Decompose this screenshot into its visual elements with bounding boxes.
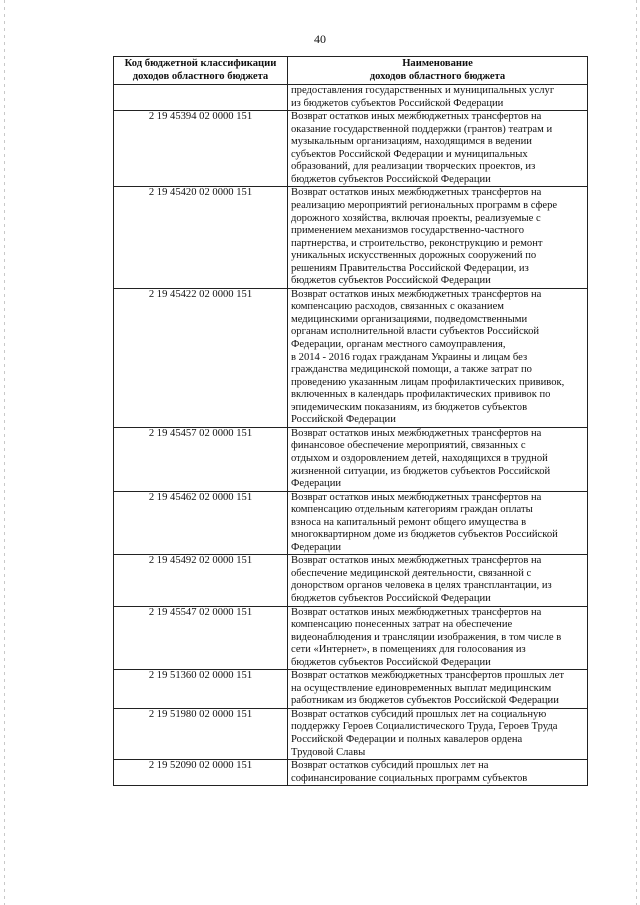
table-header-row [114,57,588,85]
classification-code-cell: 2 19 45547 02 0000 151 [114,606,288,670]
income-name-cell [288,111,588,187]
income-name-line: решениям Правительства Российской Федерации, из [291,262,529,274]
table-row [114,491,588,555]
income-name-line: компенсацию расходов, связанных с оказанием [291,301,505,313]
income-name-line: Возврат остатков иных межбюджетных трансфертов на [291,555,542,567]
income-name-line: Федерации [291,541,342,553]
header-name-line: доходов областного бюджета [369,70,506,82]
income-name-line: Возврат остатков иных межбюджетных трансфертов на [291,288,542,300]
table-row [114,555,588,606]
table-row [114,606,588,670]
income-name-line: сети «Интернет», в помещениях для голосования из [291,644,526,656]
income-name-line: Возврат остатков иных межбюджетных трансфертов на [291,427,542,439]
income-name-cell [288,606,588,670]
classification-code-cell: 2 19 45394 02 0000 151 [114,111,288,187]
header-name [288,57,588,85]
header-code [114,57,288,85]
income-name-cell [288,288,588,427]
income-name-cell [288,760,588,786]
income-name-cell [288,555,588,606]
income-name-line: предоставления государственных и муниципальных услуг [291,85,555,97]
income-name-line: бюджетов субъектов Российской Федерации [291,275,491,287]
income-name-line: Возврат остатков иных межбюджетных трансфертов на [291,491,542,503]
income-name-line: компенсацию понесенных затрат на обеспечение [291,619,513,631]
income-name-cell [288,491,588,555]
income-name-line: Российской Федерации и полных кавалеров ордена [291,733,523,745]
classification-code-cell: 2 19 45422 02 0000 151 [114,288,288,427]
income-name-line: жизненной ситуации, из бюджетов субъектов Российской [291,465,551,477]
income-name-line: из бюджетов субъектов Российской Федерации [291,97,504,109]
table-row [114,708,588,759]
income-name-line: проведению указанным лицам профилактических прививок, [291,376,565,388]
income-name-line: отдыхом и оздоровлением детей, находящихся в трудной [291,452,548,464]
income-name-line: применением механизмов государственно-частного [291,225,525,237]
budget-classification-table [113,56,588,786]
income-name-line: Возврат остатков иных межбюджетных трансфертов на [291,111,542,123]
table-row [114,427,588,491]
income-name-line: многоквартирном доме из бюджетов субъектов Российской [291,529,558,541]
income-name-line: Возврат остатков межбюджетных трансфертов прошлых лет [291,670,564,682]
income-name-line: Возврат остатков субсидий прошлых лет на [291,760,489,772]
income-name-line: взноса на капитальный ремонт общего имущества в [291,516,527,528]
page-number: 40 [314,32,326,46]
income-name-line: обеспечение медицинской деятельности, связанной с [291,567,532,579]
table-row [114,288,588,427]
income-name-line: реализацию мероприятий региональных программ в сфере [291,200,558,212]
income-name-line: уникальных искусственных дорожных сооружений по [291,250,537,262]
income-name-line: образований, для реализации творческих проектов, из [291,161,536,173]
income-name-cell [288,670,588,709]
income-name-line: Возврат остатков иных межбюджетных трансфертов на [291,187,542,199]
income-name-line: работникам из бюджетов субъектов Российской Федерации [291,695,559,707]
income-name-cell [288,427,588,491]
classification-code-cell: 2 19 51360 02 0000 151 [114,670,288,709]
table-row [114,760,588,786]
income-name-cell [288,708,588,759]
income-name-line: субъектов Российской Федерации и муниципальных [291,148,528,160]
income-name-line: Федерации, органам местного самоуправления, [291,339,506,351]
income-name-cell [288,187,588,288]
income-name-line: включенных в календарь профилактических прививок по [291,389,551,401]
income-name-line: поддержку Героев Социалистического Труда, Героев Труда [291,721,558,733]
classification-code-cell: 2 19 52090 02 0000 151 [114,760,288,786]
income-name-line: финансовое обеспечение мероприятий, связанных с [291,440,526,452]
income-name-line: компенсацию отдельным категориям граждан оплаты [291,504,533,516]
header-code-line: Код бюджетной классификации [124,58,277,69]
income-name-line: на осуществление единовременных выплат медицинским [291,682,552,694]
income-name-line: партнерства, и строительство, реконструкцию и ремонт [291,237,543,249]
header-name-line: Наименование [402,58,473,69]
classification-code-cell [114,85,288,111]
table-row [114,187,588,288]
income-name-line: бюджетов субъектов Российской Федерации [291,173,491,185]
income-name-line: Трудовой Славы [291,746,366,758]
scan-edge-left [4,0,5,905]
income-name-line: Федерации [291,478,342,490]
income-name-line: видеонаблюдения и трансляции изображения, в том числе в [291,631,562,643]
income-name-line: бюджетов субъектов Российской Федерации [291,656,491,668]
classification-code-cell: 2 19 45462 02 0000 151 [114,491,288,555]
income-name-line: в 2014 - 2016 годах гражданам Украины и лицам без [291,351,528,363]
income-name-line: софинансирование социальных программ субъектов [291,772,528,784]
income-name-line: Возврат остатков иных межбюджетных трансфертов на [291,606,542,618]
scan-edge-right [636,0,637,905]
classification-code-cell: 2 19 51980 02 0000 151 [114,708,288,759]
income-name-line: эпидемическим показаниям, из бюджетов субъектов [291,401,528,413]
income-name-line: Российской Федерации [291,414,396,426]
income-name-line: Возврат остатков субсидий прошлых лет на социальную [291,708,547,720]
table-body [114,85,588,786]
income-name-line: медицинскими организациями, подведомственными [291,313,528,325]
table-row [114,670,588,709]
table-row [114,111,588,187]
header-code-line: доходов областного бюджета [132,70,269,82]
income-name-line: гражданства медицинской помощи, а также затрат по [291,364,532,376]
income-name-line: донорством органов человека в целях трансплантации, из [291,580,552,592]
table-row [114,85,588,111]
income-name-cell [288,85,588,111]
income-name-line: бюджетов субъектов Российской Федерации [291,592,491,604]
classification-code-cell: 2 19 45420 02 0000 151 [114,187,288,288]
classification-code-cell: 2 19 45492 02 0000 151 [114,555,288,606]
income-name-line: дорожного хозяйства, включая проекты, реализуемые с [291,212,541,224]
income-name-line: оказание государственной поддержки (грантов) театрам и [291,123,553,135]
income-name-line: органам исполнительной власти субъектов Российской [291,326,540,338]
income-name-line: музыкальным организациям, находящимся в ведении [291,136,532,148]
classification-code-cell: 2 19 45457 02 0000 151 [114,427,288,491]
